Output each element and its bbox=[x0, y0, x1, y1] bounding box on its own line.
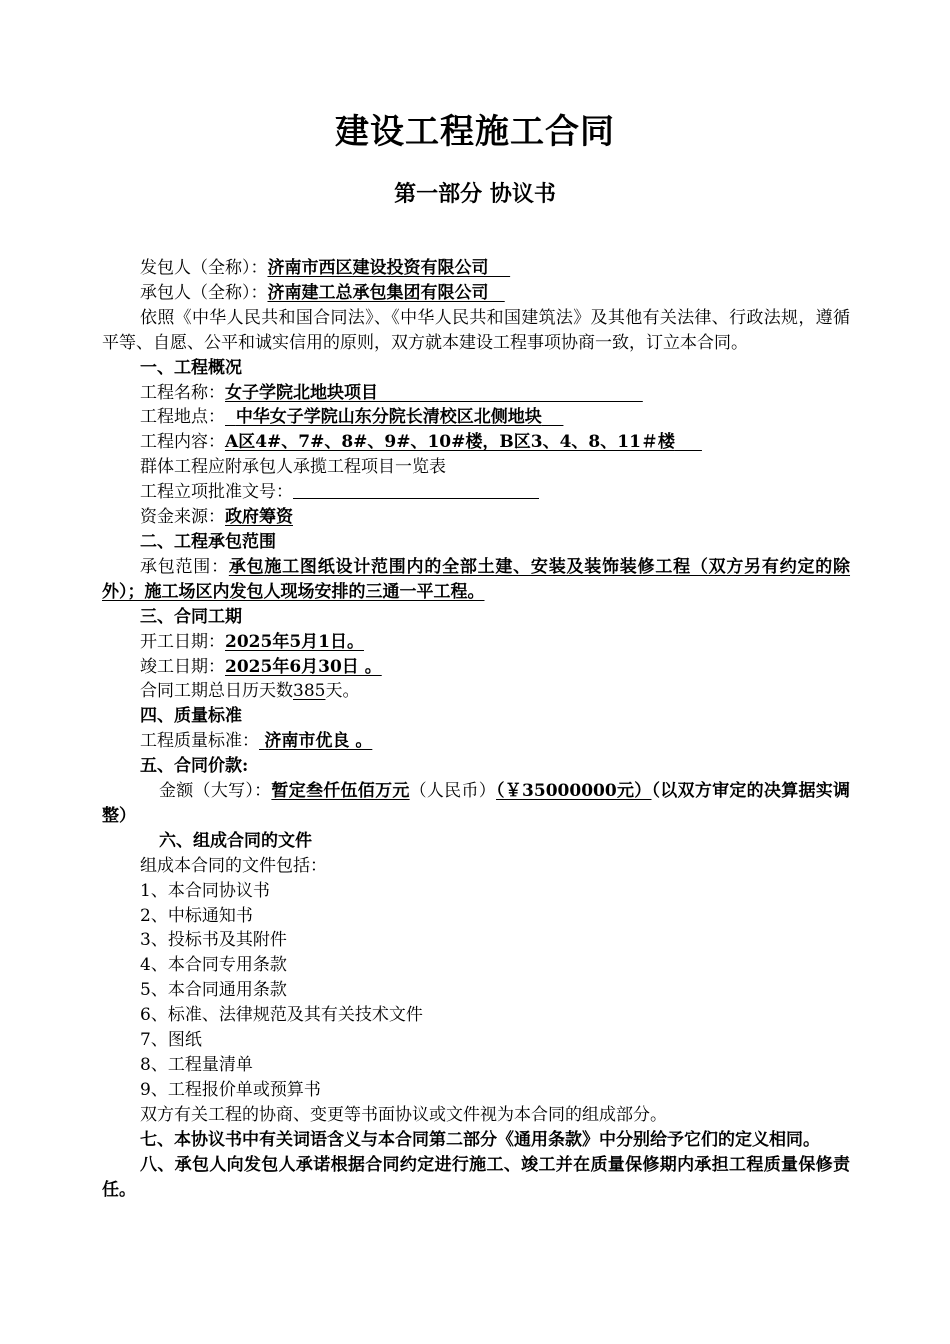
duration-suffix: 天。 bbox=[325, 681, 360, 702]
document-item: 9、工程报价单或预算书 bbox=[140, 1079, 321, 1100]
group-note: 群体工程应附承包人承揽工程项目一览表 bbox=[140, 457, 446, 478]
section3-heading: 三、合同工期 bbox=[140, 606, 242, 627]
section6-heading: 六、组成合同的文件 bbox=[159, 830, 312, 851]
section5-heading: 五、合同价款: bbox=[140, 756, 249, 777]
end-date-line bbox=[102, 655, 850, 680]
duration-line bbox=[102, 679, 850, 704]
document-item: 1、本合同协议书 bbox=[140, 880, 270, 901]
duration-prefix: 合同工期总日历天数 bbox=[140, 681, 293, 702]
funding-value: 政府筹资 bbox=[225, 507, 293, 528]
section2-heading: 二、工程承包范围 bbox=[140, 531, 276, 552]
document-item: 7、图纸 bbox=[140, 1030, 202, 1051]
quality-value: 济南市优良 。 bbox=[264, 731, 373, 752]
document-item: 2、中标通知书 bbox=[140, 905, 253, 926]
end-date-value: 2025年6月30日 。 bbox=[225, 656, 382, 677]
document-title: 建设工程施工合同 bbox=[335, 112, 615, 152]
end-date-label: 竣工日期： bbox=[140, 656, 225, 677]
document-item: 5、本合同通用条款 bbox=[140, 980, 287, 1001]
funding-label: 资金来源： bbox=[140, 507, 225, 528]
employer-label: 发包人（全称）： bbox=[140, 258, 268, 278]
employer-name: 济南市西区建设投资有限公司 bbox=[267, 258, 489, 278]
project-location-value: 中华女子学院山东分院长清校区北侧地块 bbox=[235, 407, 542, 428]
start-date-label: 开工日期： bbox=[140, 631, 225, 652]
funding-line bbox=[102, 505, 850, 530]
document-item: 8、工程量清单 bbox=[140, 1055, 253, 1075]
documents-outro: 双方有关工程的协商、变更等书面协议或文件视为本合同的组成部分。 bbox=[140, 1104, 667, 1125]
amount-paragraph bbox=[102, 779, 850, 829]
section8-paragraph: 八、承包人向发包人承诺根据合同约定进行施工、竣工并在质量保修期内承担工程质量保修责任。 bbox=[102, 1154, 850, 1200]
project-name-line bbox=[102, 381, 850, 406]
document-item: 6、标准、法律规范及其有关技术文件 bbox=[140, 1005, 423, 1026]
quality-line bbox=[102, 729, 850, 754]
duration-value: 385 bbox=[293, 681, 326, 702]
contractor-label: 承包人（全称）： bbox=[140, 282, 268, 303]
amount-label: 金额（大写）： bbox=[159, 781, 272, 802]
scope-label: 承包范围： bbox=[140, 556, 229, 577]
project-name-label: 工程名称： bbox=[140, 382, 225, 403]
start-date-value: 2025年5月1日。 bbox=[225, 631, 364, 652]
approval-blank bbox=[293, 480, 539, 499]
employer-line bbox=[102, 256, 850, 281]
amount-currency: （人民币） bbox=[409, 781, 496, 802]
documents-intro: 组成本合同的文件包括： bbox=[140, 855, 327, 876]
section1-heading: 一、工程概况 bbox=[140, 357, 242, 378]
scope-paragraph bbox=[102, 555, 850, 605]
project-content-line bbox=[102, 430, 850, 455]
project-content-label: 工程内容： bbox=[140, 432, 225, 453]
project-location-line bbox=[102, 405, 850, 430]
contractor-name: 济南建工总承包集团有限公司 bbox=[267, 282, 489, 303]
approval-label: 工程立项批准文号： bbox=[140, 482, 293, 503]
document-item: 4、本合同专用条款 bbox=[140, 955, 287, 976]
quality-label: 工程质量标准： bbox=[140, 731, 259, 752]
section4-heading: 四、质量标准 bbox=[140, 706, 242, 727]
section7-paragraph: 七、本协议书中有关词语含义与本合同第二部分《通用条款》中分别给予它们的定义相同。 bbox=[140, 1129, 820, 1150]
document-item: 3、投标书及其附件 bbox=[140, 930, 287, 951]
project-name-value: 女子学院北地块项目 bbox=[225, 382, 378, 403]
amount-note: （以双方审定的决算据实调整） bbox=[102, 781, 851, 826]
start-date-line bbox=[102, 630, 850, 655]
scope-value: 承包施工图纸设计范围内的全部土建、安装及装饰装修工程（双方另有约定的除外）；施工场区内发包人现场安排的三通一平工程。 bbox=[102, 556, 851, 602]
contract-body bbox=[102, 256, 850, 1202]
amount-figure: （￥35000000元） bbox=[496, 781, 652, 802]
contractor-line bbox=[102, 281, 850, 306]
project-location-label: 工程地点： bbox=[140, 407, 225, 428]
document-subtitle: 第一部分 协议书 bbox=[394, 181, 556, 207]
preamble-paragraph: 依照《中华人民共和国合同法》、《中华人民共和国建筑法》及其他有关法律、行政法规，遵循平等、自愿、公平和诚实信用的原则，双方就本建设工程事项协商一致，订立本合同。 bbox=[102, 307, 850, 353]
approval-line bbox=[102, 480, 850, 505]
amount-words: 暂定叁仟伍佰万元 bbox=[271, 781, 410, 802]
project-content-value: A区4#、7#、8#、9#、10#楼，B区3、4、8、11＃楼 bbox=[225, 432, 675, 453]
